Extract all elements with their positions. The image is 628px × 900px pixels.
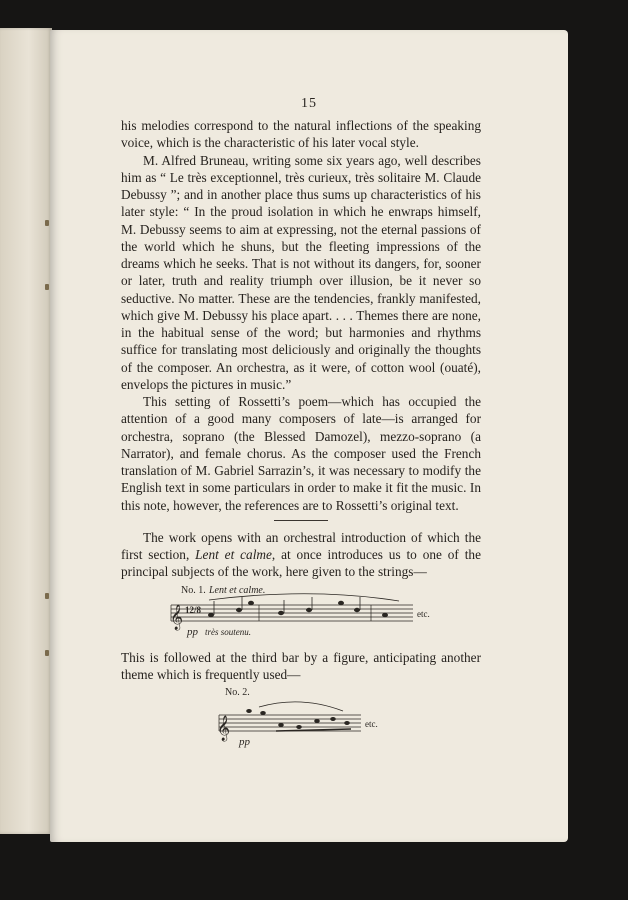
paragraph: M. Alfred Bruneau, writing some six years ago, well describes him as “ Le très exceptionnel, très curieux, très solitaire M. Claude Debussy ”; and in another place thus sums up characteristics of his later style: “ In the proud isolation in which he enwraps himself, M. Debussy seems to aim at expressing, not the eternal passions of the world which he shuns, but the fleeting impressions of the dreams which he seeks. That is not without its dangers, for, sooner or later, truth and reality triumph over illusion, be it never so seductive. No matter. These are the tendencies, frankly manifested, which give M. Debussy his place apart. . . . Themes there are none, in the habitual sense of the word; but harmonies and rhythms suffice for translating most deliciously and originally the thoughts of the composer. An orchestra, as it were, of cotton wool (ouaté), envelops the pictures in music.” bbox=[121, 152, 481, 392]
binding-mark bbox=[45, 593, 49, 599]
tempo-marking: Lent et calme bbox=[195, 547, 272, 562]
facing-page-edge bbox=[0, 28, 52, 834]
paragraph bbox=[121, 529, 481, 581]
binding-mark bbox=[45, 650, 49, 656]
book-page bbox=[50, 30, 568, 842]
etc-mark: etc. bbox=[417, 608, 430, 619]
paragraph: This is followed at the third bar by a figure, anticipating another theme which is frequently used— bbox=[121, 649, 481, 682]
music-staff-1 bbox=[121, 583, 481, 645]
paragraph-text: , at once introduces us to one of the principal subjects of the work, here given to the strings— bbox=[121, 547, 481, 580]
treble-clef-icon: 𝄞 bbox=[170, 603, 184, 629]
music-staff-2 bbox=[121, 685, 481, 749]
expression-text: très soutenu. bbox=[205, 626, 251, 637]
treble-clef-icon: 𝄞 bbox=[217, 715, 231, 740]
paragraph-text: The work opens with an orchestral introduction of which the first section, bbox=[121, 529, 481, 562]
paragraph: his melodies correspond to the natural inflections of the speaking voice, which is the characteristic of his later vocal style. bbox=[121, 118, 481, 151]
dynamic-marking: pp bbox=[187, 625, 198, 638]
binding-mark bbox=[45, 220, 49, 226]
section-divider bbox=[274, 520, 328, 521]
time-signature: 12/8 bbox=[185, 604, 202, 615]
etc-mark: etc. bbox=[365, 719, 378, 729]
binding-mark bbox=[45, 284, 49, 290]
music-example-2 bbox=[121, 685, 481, 749]
example-tempo: Lent et calme. bbox=[209, 584, 266, 596]
page-number: 15 bbox=[301, 96, 317, 111]
dynamic-marking: pp bbox=[239, 736, 250, 748]
example-number: No. 1. bbox=[181, 584, 206, 596]
example-number: No. 2. bbox=[225, 687, 250, 698]
body-text bbox=[121, 117, 481, 753]
music-example-1 bbox=[121, 583, 481, 645]
paragraph: This setting of Rossetti’s poem—which has occupied the attention of a good many composers of late—is arranged for orchestra, soprano (the Blessed Damozel), mezzo-soprano (a Narrator), and female chorus. As the composer used the French translation of M. Gabriel Sarrazin’s, it was necessary to modify the English text in some particulars in order to make it fit the music. In this note, however, the references are to Rossetti’s original text. bbox=[121, 394, 481, 513]
